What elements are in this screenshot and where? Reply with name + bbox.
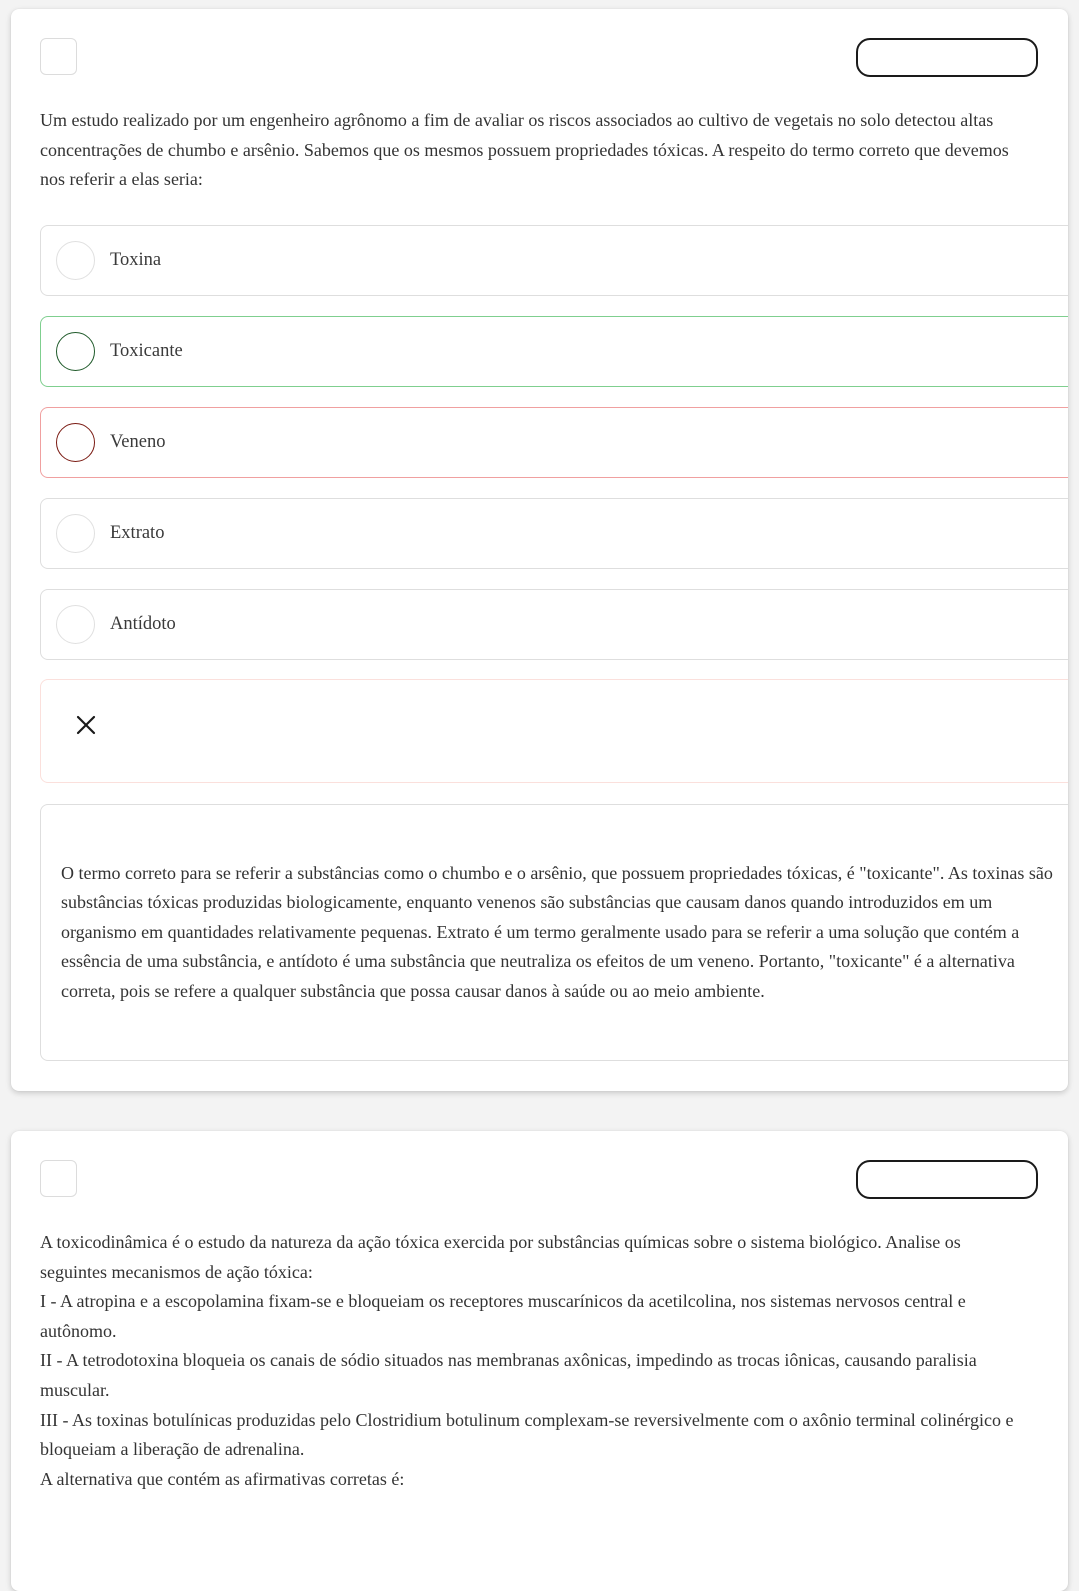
mark-question-checkbox[interactable] [40,38,77,75]
option-radio[interactable] [56,514,95,553]
question-action-pill[interactable] [856,1160,1038,1199]
option-radio[interactable] [56,423,95,462]
feedback-box [40,679,1068,783]
option-toxina[interactable] [40,225,1068,296]
option-radio[interactable] [56,332,95,371]
explanation-text: O termo correto para se referir a substâncias como o chumbo e o arsênio, que possuem propriedades tóxicas, é "toxicante". As toxinas são substâncias tóxicas produzidas biologicamente, enquanto venenos são substâncias que causam danos quando introduzidos em um organismo em quantidades relativamente pequenas. Extrato é um termo geralmente usado para se referir a uma solução que contém a essência de uma substância, e antídoto é uma substância que neutraliza os efeitos de um veneno. Portanto, "toxicante" é a alternativa correta, pois se refere a qualquer substância que possa causar danos à saúde ou ao meio ambiente. [61,863,1053,1001]
option-antidoto[interactable] [40,589,1068,660]
option-label: Toxina [110,250,162,270]
close-icon [75,714,97,736]
question-text: Um estudo realizado por um engenheiro agrônomo a fim de avaliar os riscos associados ao cultivo de vegetais no solo detectou altas concentrações de chumbo e arsênio. Sabemos que os mesmos possuem propriedades tóxicas. A respeito do termo correto que devemos nos referir a elas seria: [40,110,1009,190]
option-label: Toxicante [110,341,183,361]
option-radio[interactable] [56,241,95,280]
question-text: A toxicodinâmica é o estudo da natureza da ação tóxica exercida por substâncias químicas sobre o sistema biológico. Analise os seguintes mecanismos de ação tóxica: I - A atropina e a escopolamina fixam-se e bloqueiam os receptores muscarínicos da acetilcolina, nos sistemas nervosos central e autônomo. II - A tetrodotoxina bloqueia os canais de sódio situados nas membranas axônicas, impedindo as trocas iônicas, causando paralisia muscular. III - As toxinas botulínicas produzidas pelo Clostridium botulinum complexam-se reversivelmente com o axônio terminal colinérgico e bloqueiam a liberação de adrenalina. A alternativa que contém as afirmativas corretas é: [40,1232,1014,1489]
question-card-2 [11,1131,1068,1591]
mark-question-checkbox[interactable] [40,1160,77,1197]
option-veneno[interactable] [40,407,1068,478]
option-extrato[interactable] [40,498,1068,569]
option-label: Extrato [110,523,165,543]
question-card-1 [11,9,1068,1091]
explanation-box [40,804,1068,1061]
option-toxicante[interactable] [40,316,1068,387]
question-action-pill[interactable] [856,38,1038,77]
option-label: Veneno [110,432,166,452]
option-radio[interactable] [56,605,95,644]
option-label: Antídoto [110,614,176,634]
